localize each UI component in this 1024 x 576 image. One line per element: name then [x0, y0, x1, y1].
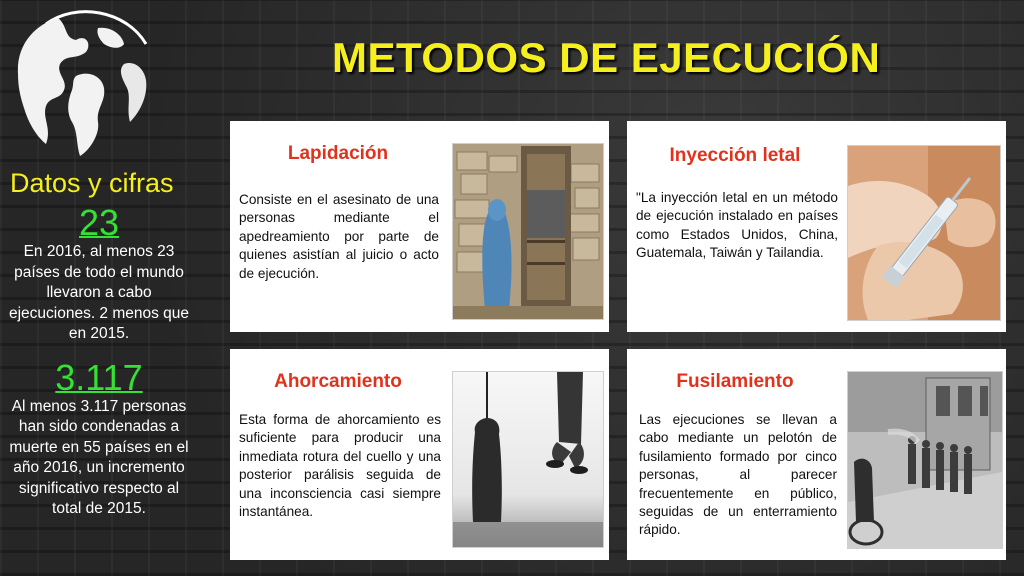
- page-title: METODOS DE EJECUCIÓN: [332, 34, 881, 81]
- firing-squad-photo: [847, 371, 1003, 549]
- card-inyeccion-letal: [627, 121, 1006, 332]
- facts-heading: Datos y cifras: [10, 168, 174, 198]
- card-text: Consiste en el asesinato de una personas mediante el apedreamiento por parte de quienes asistían al juicio o acto de ejecución.: [239, 192, 439, 281]
- globe-icon: [6, 4, 154, 164]
- card-title: Ahorcamiento: [274, 371, 402, 392]
- card-text: "La inyección letal en un método de ejecución instalado en países como Estados Unidos, China, Guatemala, Taiwán y Tailandia.: [636, 190, 838, 261]
- card-title: Lapidación: [287, 143, 389, 164]
- card-lapidacion: [230, 121, 609, 332]
- fact-text: En 2016, al menos 23 países de todo el mundo llevaron a cabo ejecuciones. 2 menos que en 2015.: [8, 243, 190, 342]
- facts-sidebar: [6, 166, 192, 520]
- card-fusilamiento: [627, 349, 1006, 560]
- hanging-photo: [452, 371, 604, 548]
- card-text: Las ejecuciones se llevan a cabo mediante un pelotón de fusilamiento formado por cinco personas, al parecer frecuentemente en público, seguidas de un enterramiento rápido.: [639, 412, 837, 538]
- card-text: Esta forma de ahorcamiento es suficiente para producir una inmediata rotura del cuello y una posterior parálisis seguida de una inconsciencia casi siempre instantánea.: [239, 412, 441, 520]
- fact-number: 23: [78, 202, 120, 243]
- card-title: Fusilamiento: [676, 371, 794, 392]
- card-title: Inyección letal: [669, 145, 801, 166]
- injection-photo: [847, 145, 1001, 321]
- card-ahorcamiento: [230, 349, 609, 560]
- fact-text: Al menos 3.117 personas han sido condenadas a muerte en 55 países en el año 2016, un incremento significativo respecto al total de 2015.: [9, 397, 189, 517]
- stoning-photo: [452, 143, 604, 320]
- fact-number: 3.117: [55, 356, 143, 398]
